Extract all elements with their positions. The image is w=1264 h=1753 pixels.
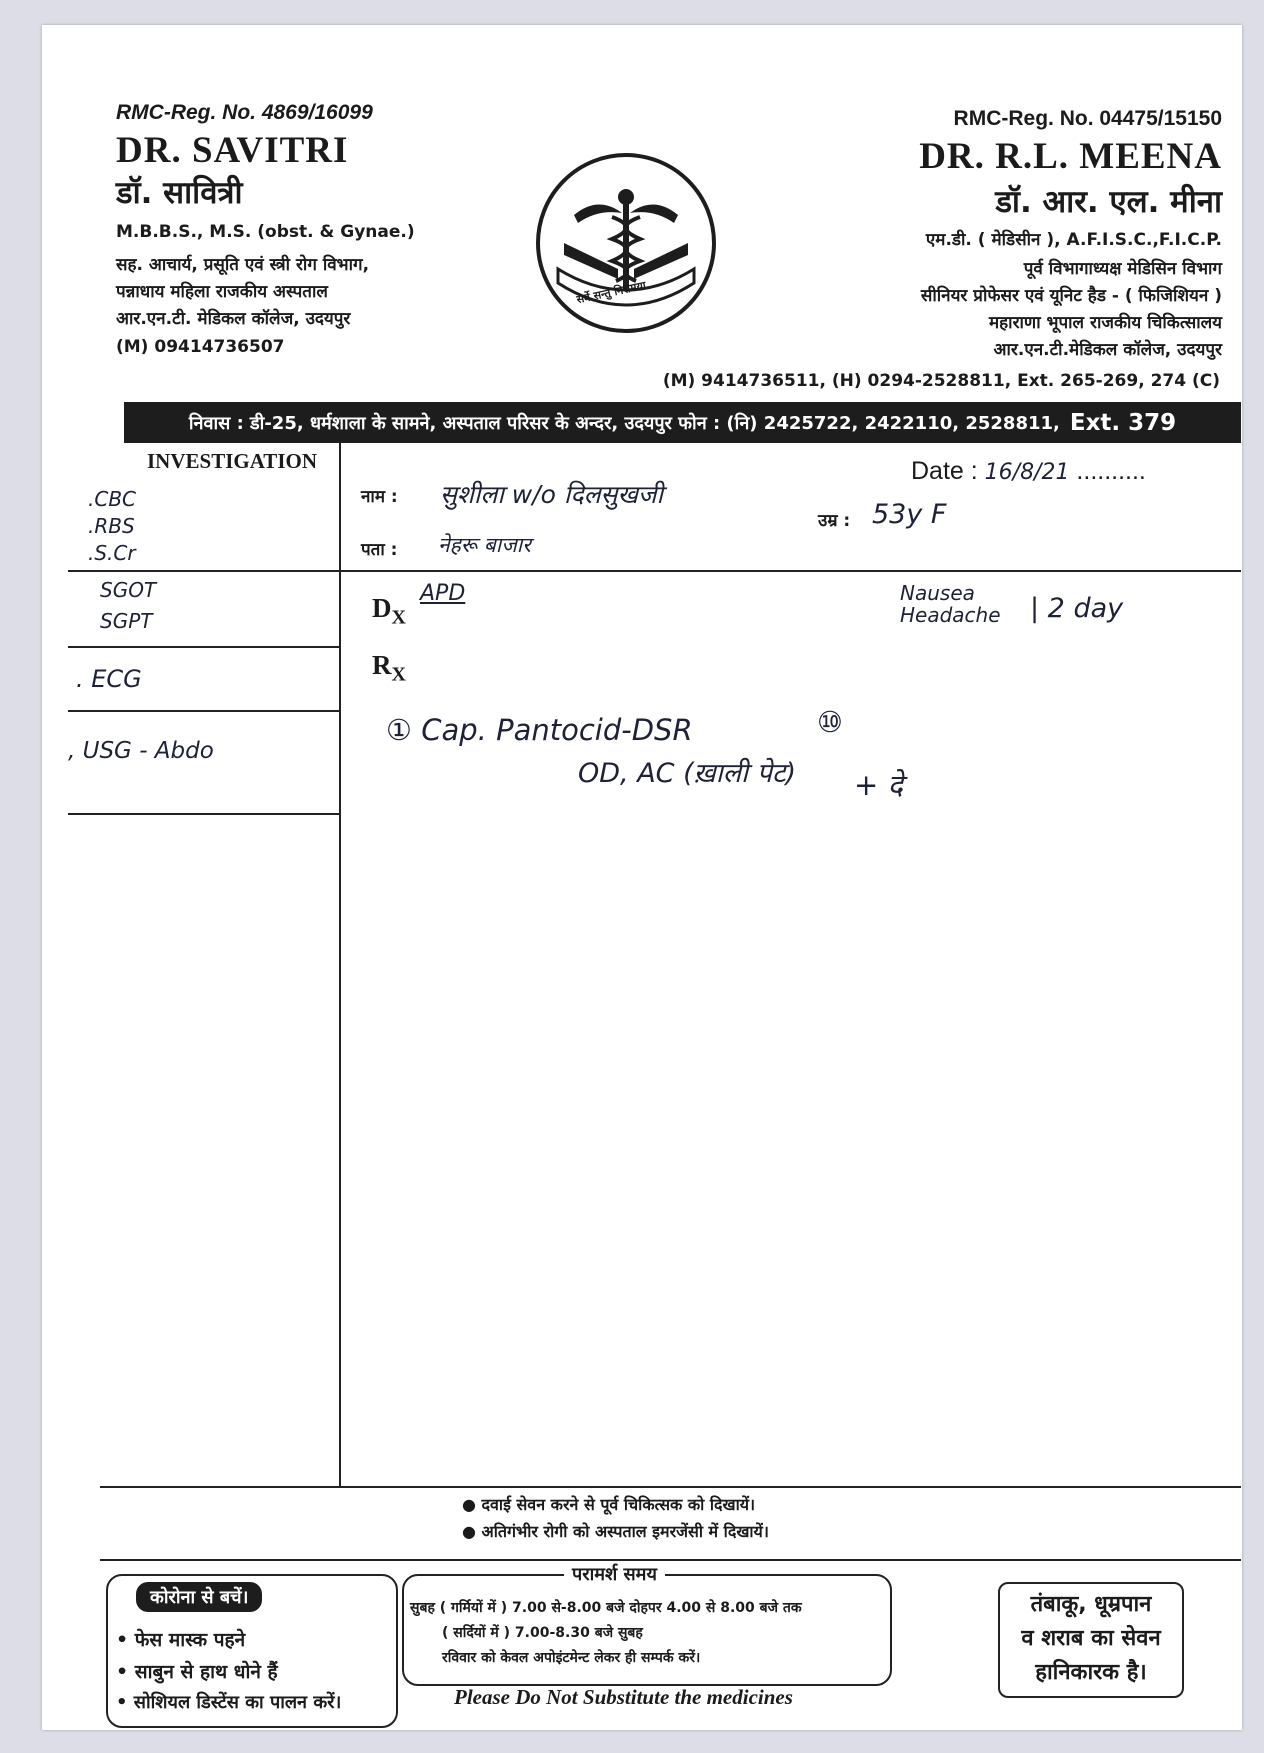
investigation-divider-2 (68, 710, 339, 712)
caduceus-emblem-icon (534, 151, 718, 335)
corona-title: कोरोना से बचें। (136, 1582, 262, 1612)
right-doctor-name-hi: डॉ. आर. एल. मीना (995, 184, 1222, 220)
investigation-item: .RBS (88, 514, 135, 538)
note-2: ● अतिगंभीर रोगी को अस्पताल इमरजेंसी में दिखायें। (462, 1522, 769, 1541)
left-doctor-line2: पन्नाधाय महिला राजकीय अस्पताल (116, 282, 328, 302)
residence-ext: Ext. 379 (1069, 409, 1177, 436)
investigation-item: SGOT (100, 578, 157, 602)
footer-divider-2 (100, 1559, 1241, 1561)
corona-item: • साबुन से हाथ धोने हैं (116, 1661, 278, 1683)
left-doctor-name-en: DR. SAVITRI (116, 130, 349, 171)
investigation-divider-1 (68, 646, 339, 648)
residence-text: निवास : डी-25, धर्मशाला के सामने, अस्पताल परिसर के अन्दर, उदयपुर फोन : (नि) 2425722, 2422110, 2528811, (188, 412, 1060, 434)
medicine-quantity: ⑩ (817, 705, 843, 739)
investigation-item: SGPT (100, 609, 153, 633)
consultation-line1: सुबह ( गर्मियों में ) 7.00 से-8.00 बजे दोहपर 4.00 से 8.00 बजे तक (410, 1600, 802, 1616)
substitute-notice: Please Do Not Substitute the medicines (454, 1685, 793, 1709)
consultation-title: परामर्श समय (564, 1562, 665, 1586)
patient-name-label: नाम : (361, 487, 398, 507)
warning-line1: तंबाकू, धूम्रपान (1030, 1592, 1152, 1617)
left-doctor-mobile: (M) 09414736507 (116, 337, 285, 357)
right-doctor-reg: RMC-Reg. No. 04475/15150 (953, 107, 1222, 130)
investigation-item: .S.Cr (88, 541, 136, 565)
investigation-item: , USG - Abdo (68, 738, 214, 764)
rx-symbol: $R_X$ (372, 650, 406, 686)
right-doctor-line2: सीनियर प्रोफेसर एवं यूनिट हैड - ( फिजिशियन ) (920, 286, 1222, 306)
residence-bar (124, 402, 1241, 443)
patient-age-value: 53y F (872, 499, 947, 530)
corona-box (106, 1574, 398, 1728)
diagnosis-value: APD (420, 581, 466, 606)
date-label: Date : (911, 457, 978, 485)
right-doctor-line1: पूर्व विभागाध्यक्ष मेडिसिन विभाग (1023, 259, 1222, 279)
right-doctor-phones: (M) 9414736511, (H) 0294-2528811, Ext. 265-269, 274 (C) (662, 371, 1220, 391)
complaint-1: Nausea (900, 581, 975, 605)
right-doctor-line4: आर.एन.टी.मेडिकल कॉलेज, उदयपुर (993, 340, 1222, 360)
note-1: ● दवाई सेवन करने से पूर्व चिकित्सक को दिखायें। (462, 1495, 756, 1514)
dose-line: OD, AC (ख़ाली पेट) (578, 758, 797, 789)
investigation-divider-3 (68, 813, 339, 815)
date-dots: .......... (1076, 457, 1146, 485)
left-doctor-qualification: M.B.B.S., M.S. (obst. & Gynae.) (116, 222, 415, 242)
patient-address-label: पता : (361, 540, 398, 560)
left-doctor-reg: RMC-Reg. No. 4869/16099 (116, 101, 373, 124)
tobacco-warning-box (998, 1582, 1184, 1698)
header-divider (68, 570, 1241, 572)
patient-address-value: नेहरू बाजार (438, 533, 531, 557)
patient-name-value: सुशीला w/o दिलसुखजी (440, 480, 663, 509)
investigation-item: .CBC (88, 487, 137, 511)
consultation-box (402, 1564, 892, 1686)
complaint-duration: | 2 day (1030, 593, 1124, 624)
corona-item: • फेस मास्क पहने (116, 1629, 246, 1651)
complaint-2: Headache (900, 603, 1001, 627)
warning-line3: हानिकारक है। (1035, 1660, 1147, 1685)
dx-symbol: $D_X$ (372, 593, 406, 629)
right-doctor-line3: महाराणा भूपाल राजकीय चिकित्सालय (988, 313, 1222, 333)
consultation-line2: ( सर्दियों में ) 7.00-8.30 बजे सुबह (442, 1625, 643, 1641)
date-value: 16/8/21 (984, 460, 1070, 485)
footer-divider-1 (100, 1486, 1241, 1488)
emblem-ribbon-text: सर्वे सन्तु निरामया (575, 278, 648, 307)
left-doctor-line3: आर.एन.टी. मेडिकल कॉलेज, उदयपुर (116, 309, 351, 329)
prescription-sheet (42, 25, 1242, 1730)
investigation-title: INVESTIGATION (147, 449, 317, 473)
left-doctor-line1: सह. आचार्य, प्रसूति एवं स्त्री रोग विभाग, (116, 255, 370, 275)
patient-age-label: उम्र : (818, 511, 851, 531)
investigation-item: . ECG (76, 665, 142, 693)
date-field (911, 457, 1146, 486)
right-doctor-name-en: DR. R.L. MEENA (919, 136, 1222, 177)
warning-line2: व शराब का सेवन (1021, 1626, 1161, 1651)
signature: + दे (854, 768, 903, 802)
right-doctor-qualification: एम.डी. ( मेडिसीन ), A.F.I.S.C.,F.I.C.P. (925, 230, 1222, 250)
medicine-line: ① Cap. Pantocid-DSR (386, 713, 693, 747)
column-divider (339, 443, 341, 1486)
consultation-line3: रविवार को केवल अपोइंटमेन्ट लेकर ही सम्पर्क करें। (442, 1650, 701, 1666)
corona-item: • सोशियल डिस्टेंस का पालन करें। (116, 1692, 342, 1713)
left-doctor-name-hi: डॉ. सावित्री (116, 175, 243, 211)
